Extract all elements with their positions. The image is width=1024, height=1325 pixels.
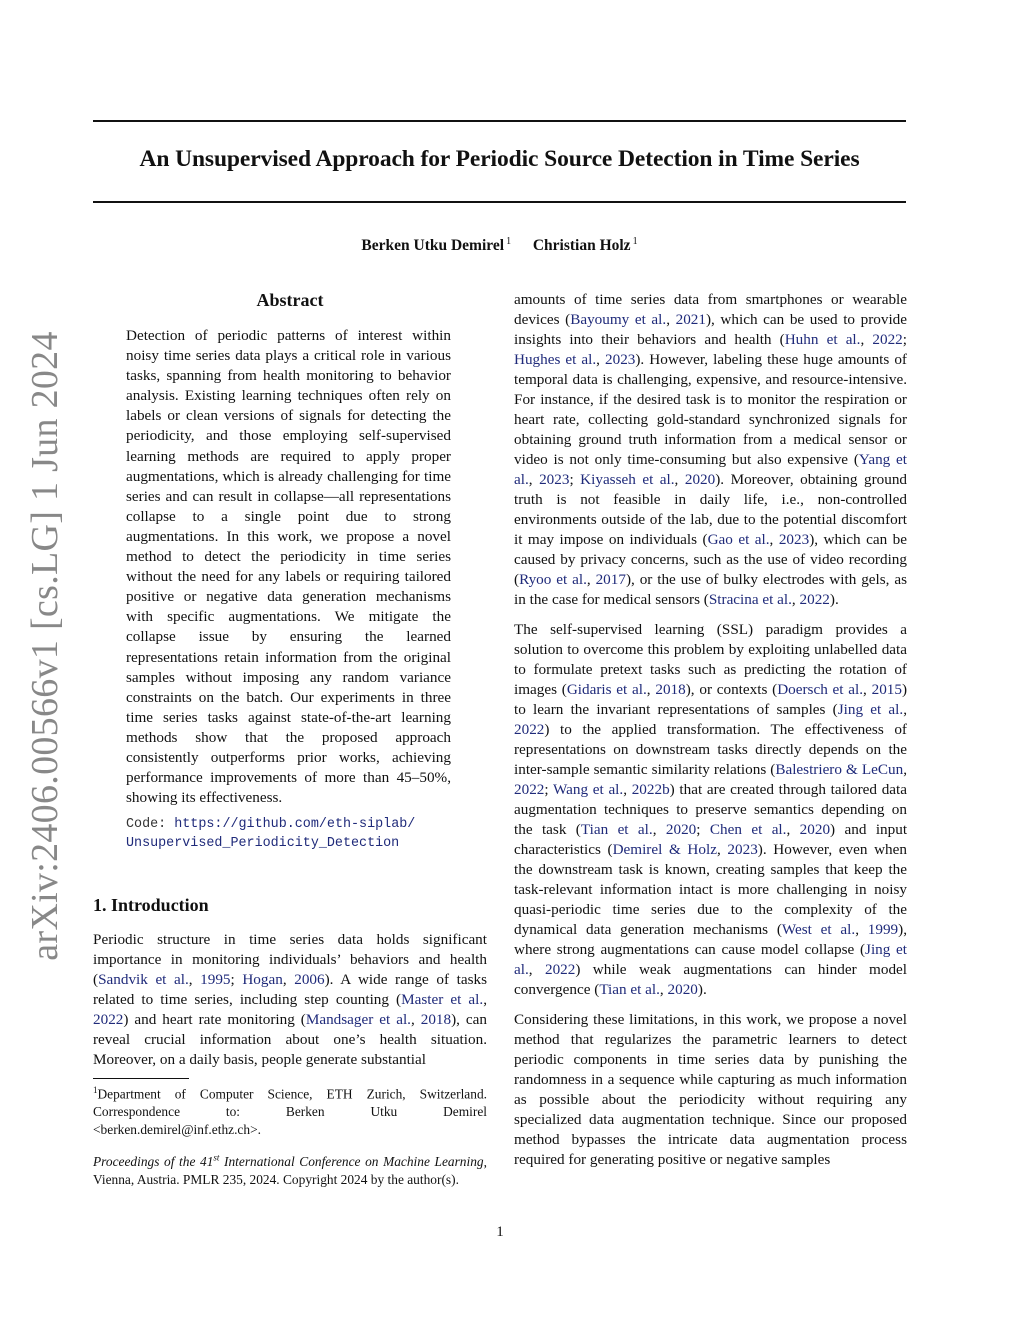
- citation-link[interactable]: Stracina et al.: [708, 591, 792, 608]
- code-url-link[interactable]: https://github.com/eth-siplab/: [174, 817, 416, 832]
- proceedings-venue: International Conference on Machine Learning: [219, 1154, 484, 1170]
- citation-link[interactable]: Tian et al.: [599, 981, 660, 998]
- citation-link[interactable]: Kiyasseh et al.: [580, 471, 675, 488]
- proceedings-prefix: Proceedings of the 41: [93, 1154, 214, 1170]
- citation-link[interactable]: 2022: [799, 591, 830, 608]
- paper-title: An Unsupervised Approach for Periodic Source Detection in Time Series: [139, 146, 860, 172]
- footnote-text: Department of Computer Science, ETH Zurich, Switzerland. Correspondence to: Berken Utku Demirel <berken.demirel@inf.ethz.ch>.: [93, 1086, 487, 1138]
- code-label: Code:: [126, 817, 167, 832]
- citation-link[interactable]: 2020: [684, 471, 716, 488]
- citation-link[interactable]: Yang et al.: [514, 451, 908, 488]
- citation-link[interactable]: West et al.: [781, 921, 856, 938]
- title-top-rule: [93, 120, 906, 122]
- citation-link[interactable]: 2018: [420, 1011, 452, 1028]
- section-heading-introduction: 1. Introduction: [93, 895, 209, 915]
- footnote-rule: [93, 1078, 189, 1079]
- citation-link[interactable]: Jing et al.: [514, 941, 907, 978]
- citation-link[interactable]: Hogan: [242, 971, 283, 988]
- citation-link[interactable]: Jing et al.: [837, 701, 904, 718]
- citation-link[interactable]: 2022: [544, 961, 576, 978]
- citation-link[interactable]: Master et al.: [401, 991, 484, 1008]
- footnote-mark: 1: [93, 1085, 98, 1095]
- title-bottom-rule: [93, 201, 906, 203]
- citation-link[interactable]: Hughes et al.: [514, 351, 597, 368]
- citation-link[interactable]: 2023: [605, 351, 636, 368]
- affiliation-footnote: [93, 1081, 487, 1139]
- citation-link[interactable]: 2015: [871, 681, 902, 698]
- citation-link[interactable]: Bayoumy et al.: [570, 311, 667, 328]
- citation-link[interactable]: Doersch et al.: [777, 681, 864, 698]
- code-link-block: [126, 815, 466, 853]
- citation-link[interactable]: 2023: [727, 841, 758, 858]
- author-affiliation: 1: [632, 236, 638, 247]
- citation-link[interactable]: 2022: [93, 1011, 124, 1028]
- code-url-link-continued[interactable]: Unsupervised_Periodicity_Detection: [126, 836, 400, 851]
- citation-link[interactable]: Tian et al.: [580, 821, 653, 838]
- citation-link[interactable]: 2022: [514, 781, 545, 798]
- author-name: Christian Holz: [532, 237, 631, 255]
- citation-link[interactable]: 2022b: [631, 781, 670, 798]
- citation-link[interactable]: Chen et al.: [709, 821, 787, 838]
- proceedings-ordinal: st: [213, 1153, 220, 1163]
- citation-link[interactable]: 2020: [799, 821, 831, 838]
- right-column: [514, 290, 907, 1180]
- body-paragraph: Considering these limitations, in this work, we propose a novel method that regularizes the parametric learners to detect periodic components in time series data by punishing the randomness in a sequence while capturing as much information as possible about the periodicity without requiring any specialized data augmentation technique. Since our proposed method bypasses the intricate data augmentation process required for generating positive or negative samples: [514, 1011, 907, 1168]
- abstract-heading: Abstract: [256, 290, 324, 310]
- proceedings-note: [93, 1150, 487, 1188]
- citation-link[interactable]: 2017: [595, 571, 626, 588]
- citation-link[interactable]: Ryoo et al.: [519, 571, 587, 588]
- citation-link[interactable]: Balestriero & LeCun: [775, 761, 904, 778]
- citation-link[interactable]: 2018: [655, 681, 686, 698]
- author-list: [93, 236, 906, 255]
- author-name: Berken Utku Demirel: [361, 237, 505, 255]
- citation-link[interactable]: Mandsager et al.: [305, 1011, 411, 1028]
- abstract-text: Detection of periodic patterns of interest within noisy time series data plays a critical role in various tasks, spanning from health monitoring to behavior analysis. Existing learning techniques often rely on labels or clean versions of signals for detecting the periodicity, and those employing self-supervised learning methods are required to apply proper augmentations, which is already challenging for time series and can result in collapse—all representations collapse to a single point due to strong augmentations. In this work, we propose a novel method to detect the periodicity in time series without the need for any labels or requiring tailored positive or negative data generation mechanisms with specific augmentations. We mitigate the collapse issue by ensuring the learned representations retain information from the original samples without imposing any random variance constraints on the batch. Our experiments in three time series tasks against state-of-the-art learning methods show that the proposed approach consistently outperforms prior works, achieving performance improvements of more than 45–50%, showing its effectiveness.: [126, 327, 451, 807]
- citation-link[interactable]: Gao et al.: [707, 531, 770, 548]
- citation-link[interactable]: 2022: [514, 721, 545, 738]
- proceedings-suffix: , Vienna, Austria. PMLR 235, 2024. Copyright 2024 by the author(s).: [93, 1154, 487, 1187]
- intro-paragraph: Periodic structure in time series data holds significant importance in monitoring individuals’ behaviors and health (Sandvik et al., 1995; Hogan, 2006). A wide range of tasks related to time series, including step counting (Master et al., 2022) and heart rate monitoring (Mandsager et al., 2018), can reveal crucial information about one’s health situation. Moreover, on a daily basis, people generate substantial: [93, 931, 488, 1068]
- citation-link[interactable]: 2020: [665, 821, 697, 838]
- citation-link[interactable]: 2006: [294, 971, 325, 988]
- citation-link[interactable]: 2021: [675, 311, 706, 328]
- citation-link[interactable]: Demirel & Holz: [612, 841, 717, 858]
- citation-link[interactable]: 1999: [867, 921, 899, 938]
- citation-link[interactable]: 2023: [539, 471, 570, 488]
- citation-link[interactable]: 2020: [667, 981, 698, 998]
- author-affiliation: 1: [506, 236, 512, 247]
- citation-link[interactable]: Gidaris et al.: [566, 681, 647, 698]
- body-paragraph: amounts of time series data from smartphones or wearable devices (Bayoumy et al., 2021), which can be used to provide insights into their behaviors and health (Huhn et al., 2022; Hughes et al., 2023). However, labeling these huge amounts of temporal data is challenging, expensive, and resource-intensive. For instance, if the desired task is to monitor the respiration or heart rate, collecting gold-standard synchronized signals for obtaining ground truth information from a medical sensor or video is not only time-consuming but also expensive (Yang et al., 2023; Kiyasseh et al., 2020). Moreover, obtaining ground truth is not feasible in daily life, i.e., non-controlled environments outside of the lab, due to the potential discomfort it may impose on individuals (Gao et al., 2023), which can be caused by privacy concerns, such as the use of video recording (Ryoo et al., 2017), or the use of bulky electrodes with gels, as in the case for medical sensors (Stracina et al., 2022).: [514, 291, 908, 608]
- body-paragraph: The self-supervised learning (SSL) paradigm provides a solution to overcome this problem by exploiting unlabelled data to formulate pretext tasks such as predicting the rotation of images (Gidaris et al., 2018), or contexts (Doersch et al., 2015) to learn the invariant representations of samples (Jing et al., 2022) to the applied transformation. The effectiveness of representations on downstream tasks directly depends on the inter-sample semantic similarity relations (Balestriero & LeCun, 2022; Wang et al., 2022b) that are created through tailored data augmentation techniques to preserve semantics depending on the task (Tian et al., 2020; Chen et al., 2020) and input characteristics (Demirel & Holz, 2023). However, even when the downstream task is known, creating samples that keep the task-relevant information intact is more challenging in noisy quasi-periodic time series due to the complexity of the dynamical data generation mechanisms (West et al., 1999), where strong augmentations can cause model collapse (Jing et al., 2022) while weak augmentations can hinder model convergence (Tian et al., 2020).: [514, 621, 908, 998]
- page-number: 1: [496, 1224, 504, 1240]
- citation-link[interactable]: Huhn et al.: [784, 331, 861, 348]
- citation-link[interactable]: Wang et al.: [553, 781, 624, 798]
- citation-link[interactable]: Sandvik et al.: [98, 971, 189, 988]
- citation-link[interactable]: 1995: [200, 971, 231, 988]
- citation-link[interactable]: 2022: [872, 331, 903, 348]
- arxiv-identifier: arXiv:2406.00566v1 [cs.LG] 1 Jun 2024: [24, 331, 66, 961]
- citation-link[interactable]: 2023: [778, 531, 810, 548]
